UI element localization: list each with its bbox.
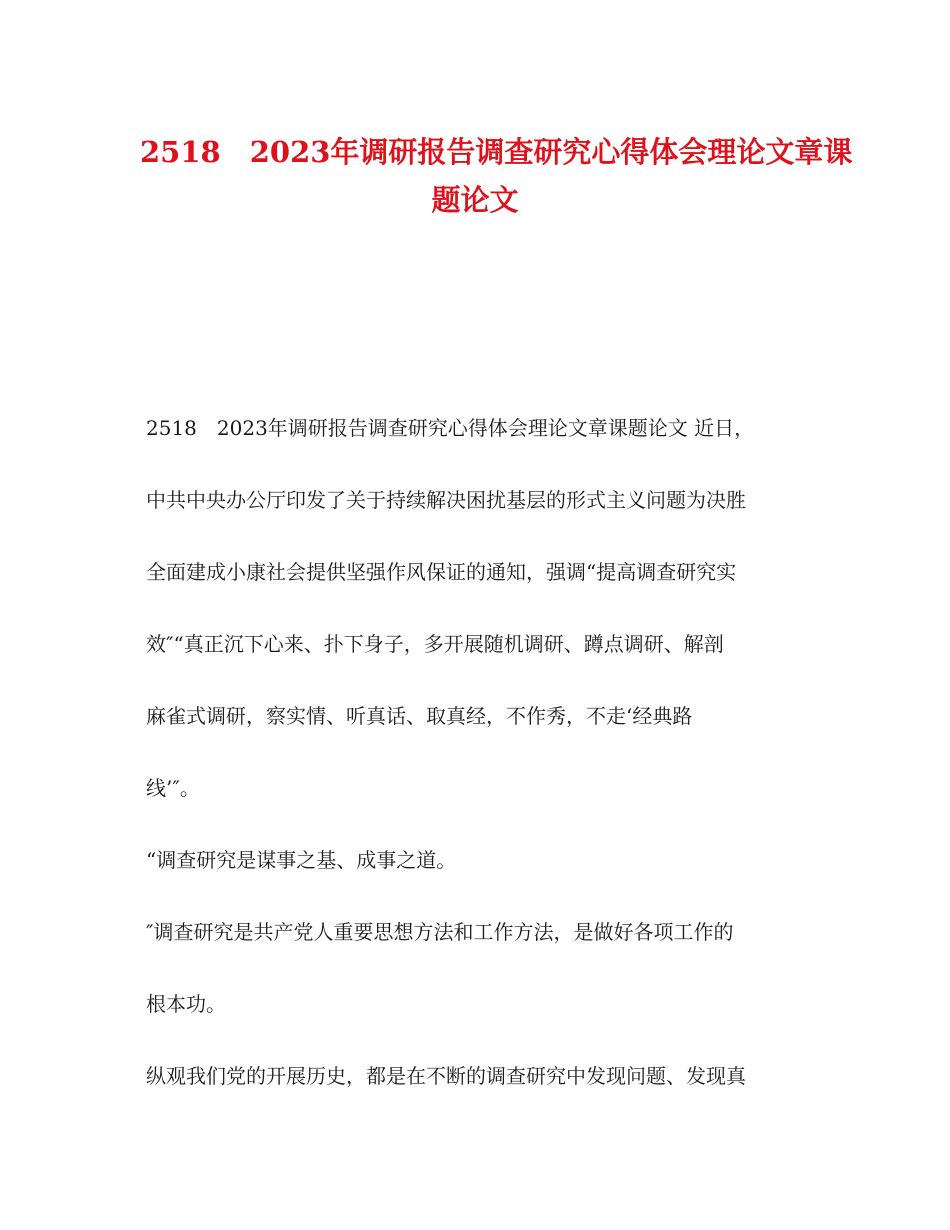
body-line: ″调查研究是共产党人重要思想方法和工作方法，是做好各项工作的 bbox=[146, 920, 734, 944]
body-line: 效″“真正沉下心来、扑下身子，多开展随机调研、蹲点调研、解剖 bbox=[146, 632, 724, 656]
body-line: 全面建成小康社会提供坚强作风保证的通知，强调“提高调查研究实 bbox=[146, 560, 737, 584]
title-line: 题论文 bbox=[431, 183, 519, 217]
body-line: 线’″。 bbox=[146, 776, 200, 800]
title-line: 2518 2023年调研报告调查研究心得体会理论文章课 bbox=[140, 135, 853, 169]
body-line: 麻雀式调研，察实情、听真话、取真经，不作秀，不走‘经典路 bbox=[146, 704, 693, 728]
body-line: 中共中央办公厅印发了关于持续解决困扰基层的形式主义问题为决胜 bbox=[146, 488, 746, 512]
body-line: 2518 2023年调研报告调查研究心得体会理论文章课题论文 近日， bbox=[146, 416, 755, 440]
body-line: “调查研究是谋事之基、成事之道。 bbox=[146, 848, 457, 872]
body-line: 纵观我们党的开展历史，都是在不断的调查研究中发现问题、发现真 bbox=[146, 1064, 746, 1088]
document-title bbox=[140, 128, 853, 224]
body-line: 根本功。 bbox=[146, 992, 226, 1016]
